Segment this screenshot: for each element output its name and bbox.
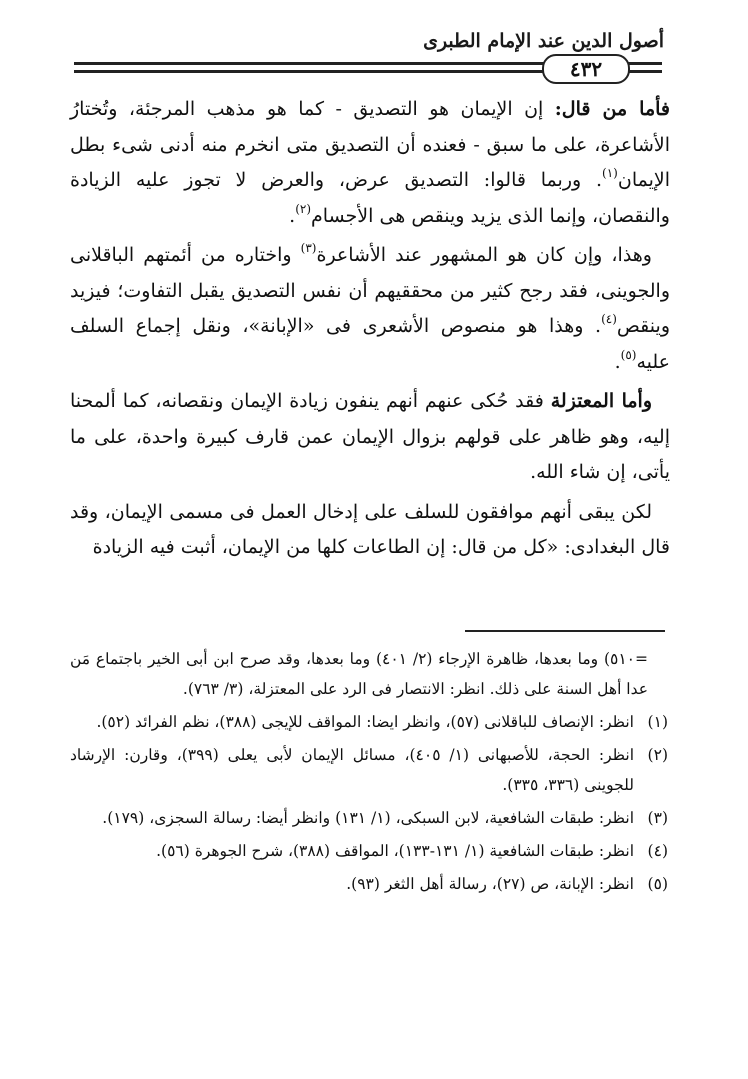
footnote-item [70,707,670,737]
paragraph-text: واختاره من أئمتهم الباقلانى والجوينى، فقد رجح كثير من محققيهم أن نفس التصديق يقبل التفاوت؛ فيزيد وينقص [70,244,670,337]
footnote-number: (٢) [647,746,668,764]
page-number-badge [542,54,630,84]
paragraph-1 [70,92,670,234]
footnote-text: انظر: الحجة، للأصبهانى (١/ ٤٠٥)، مسائل الإيمان لأبى يعلى (٣٩٩)، وقارن: الإرشاد للجوينى (٣٣٦، ٣٣٥). [70,746,635,794]
footnote-number: (٤) [647,842,668,860]
footnote-text: انظر: الإبانة، ص (٢٧)، رسالة أهل الثغر (٩٣). [346,875,634,893]
footnote-item [70,836,670,866]
footnote-text: انظر: طبقات الشافعية، لابن السبكى، (١/ ١٣١) وانظر أيضا: رسالة السجزى، (١٧٩). [102,809,634,827]
paragraph-3 [70,384,670,491]
footnote-number: (١) [647,713,668,731]
paragraph-lead: وأما المعتزلة [550,390,652,412]
running-title: أصول الدين عند الإمام الطبرى [423,30,664,52]
paragraph-2 [70,238,670,380]
paragraph-text: وهذا، وإن كان هو المشهور عند الأشاعرة [316,244,652,266]
footnote-ref[interactable]: (٥) [620,347,637,362]
paragraph-text: . [614,350,621,373]
paragraph-4 [70,495,670,566]
footnote-item [70,869,670,899]
footnote-text: انظر: الإنصاف للباقلانى (٥٧)، وانظر ايضا: المواقف للإيجى (٣٨٨)، نظم الفرائد (٥٢). [96,713,634,731]
footnote-item [70,740,670,800]
paragraph-lead: فأما من قال: [554,98,670,120]
paragraph-text: فقد حُكى عنهم أنهم ينفون زيادة الإيمان ونقصانه، كما ألمحنا إليه، وهو ظاهر على قولهم بزوال الإيمان عمن قارف كبيرة واحدة، على ما يأتى، إن شاء الله. [70,390,670,483]
footnote-text: انظر: طبقات الشافعية (١/ ١٣١-١٣٣)، المواقف (٣٨٨)، شرح الجوهرة (٥٦). [156,842,634,860]
paragraph-text: لكن يبقى أنهم موافقون للسلف على إدخال العمل فى مسمى الإيمان، وقد قال البغدادى: «كل من قال: إن الطاعات كلها من الإيمان، أثبت فيه الزيادة [70,500,670,558]
main-text [70,92,670,566]
page-number: ٤٣٢ [569,57,603,81]
footnotes [70,640,670,902]
footnote-number: (٣) [647,809,668,827]
footnote-number: (٥) [647,875,668,893]
footnote-item [70,803,670,833]
footnote-ref[interactable]: (٣) [300,241,317,255]
paragraph-text: إن الإيمان هو التصديق - كما هو مذهب المرجئة، وتُختارُ الأشاعرة، على ما سبق - فعنده أن التصديق متى انخرم منه أدنى شىء بطل الإيمان [70,98,670,191]
paragraph-text: . وهذا هو منصوص الأشعرى فى «الإبانة»، ونقل إجماع السلف عليه [70,315,670,373]
footnote-continuation: =٥١٠) وما بعدها، ظاهرة الإرجاء (٢/ ٤٠١) وما بعدها، وقد صرح ابن أبى الخير باجتماع مَن عدا أهل السنة على ذلك. انظر: الانتصار فى الرد على المعتزلة، (٣/ ٧٦٣). [70,650,649,698]
footnote-separator [465,630,665,632]
footnote-ref[interactable]: (٢) [295,201,312,216]
paragraph-text: . وربما قالوا: التصديق عرض، والعرض لا تجوز عليه الزيادة والنقصان، وإنما الذى يزيد وينقص هى الأجسام [70,169,670,227]
footnote-ref[interactable]: (٤) [601,312,617,326]
paragraph-text: . [289,204,296,227]
footnote-ref[interactable]: (١) [602,166,618,180]
